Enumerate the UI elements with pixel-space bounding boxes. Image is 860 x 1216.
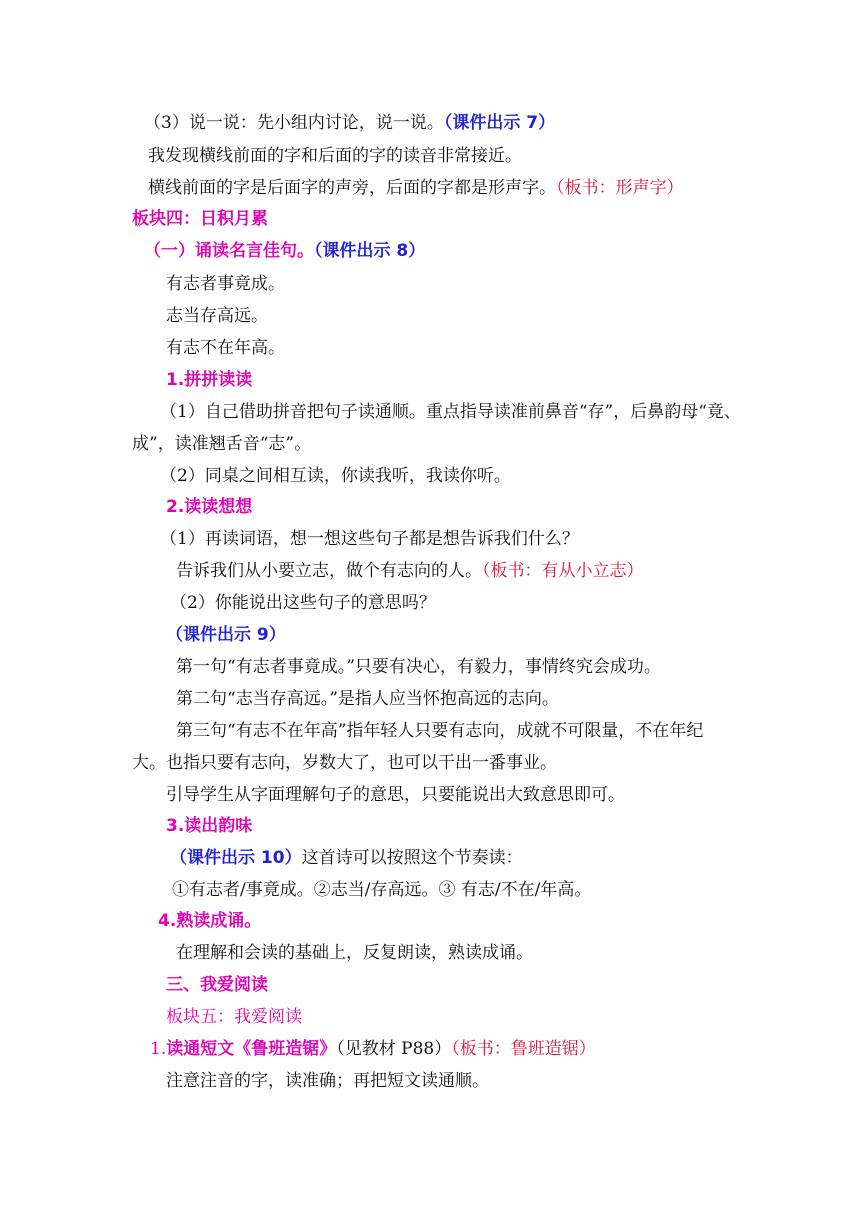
paragraph: 成”，读准翘舌音“志”。 bbox=[132, 434, 312, 454]
courseware-tag: （课件出示 9） bbox=[166, 625, 286, 645]
paragraph: 大。也指只要有志向，岁数大了，也可以干出一番事业。 bbox=[132, 753, 557, 773]
paragraph: 第三句“有志不在年高”指年轻人只要有志向，成就不可限量，不在年纪 bbox=[176, 721, 704, 741]
subsection-heading bbox=[144, 240, 425, 262]
paragraph: 引导学生从字面理解句子的意思，只要能说出大致意思即可。 bbox=[166, 785, 625, 805]
board-tag: （板书：鲁班造锯） bbox=[451, 1039, 596, 1059]
paragraph: （2）你能说出这些句子的意思吗？ bbox=[170, 593, 436, 613]
courseware-tag: （课件出示 8） bbox=[314, 241, 426, 261]
quote-line: 有志者事竟成。 bbox=[166, 274, 285, 294]
text: （3）说一说：先小组内讨论，说一说。 bbox=[144, 113, 444, 133]
item-number: 1. bbox=[150, 1039, 167, 1059]
courseware-tag: （课件出示 7） bbox=[443, 113, 556, 133]
paragraph: （1）自己借助拼音把句子读通顺。重点指导读准前鼻音“存”，后鼻韵母“竟、 bbox=[160, 402, 741, 422]
paragraph-reading bbox=[150, 1038, 596, 1060]
text: 这首诗可以按照这个节奏读： bbox=[301, 848, 523, 868]
section-heading: 板块五：我爱阅读 bbox=[166, 1007, 302, 1027]
paragraph: 在理解和会读的基础上，反复朗读，熟读成诵。 bbox=[176, 943, 533, 963]
quote-line: 志当存高远。 bbox=[166, 306, 268, 326]
paragraph: （1）再读词语，想一想这些句子都是想告诉我们什么？ bbox=[160, 529, 579, 549]
quote-line: 有志不在年高。 bbox=[166, 338, 285, 358]
reading-title: 读通短文《鲁班造锯》 bbox=[166, 1039, 337, 1059]
paragraph-board bbox=[148, 177, 684, 199]
step-heading: 1.拼拼读读 bbox=[166, 370, 253, 390]
paragraph: 注意注音的字，读准确；再把短文读通顺。 bbox=[166, 1071, 489, 1091]
rhythm-line: ①有志者/事竟成。②志当/存高远。③ 有志/不在/年高。 bbox=[172, 880, 592, 900]
board-tag: （板书：形声字） bbox=[556, 178, 684, 198]
paragraph: 我发现横线前面的字和后面的字的读音非常接近。 bbox=[148, 146, 522, 166]
text: （一）诵读名言佳句。 bbox=[144, 241, 314, 261]
text: 横线前面的字是后面字的声旁，后面的字都是形声字。 bbox=[148, 178, 556, 198]
step-heading: 2.读读想想 bbox=[166, 497, 253, 517]
paragraph: 第二句“志当存高远。”是指人应当怀抱高远的志向。 bbox=[176, 689, 559, 709]
step-heading: 3.读出韵味 bbox=[166, 816, 253, 836]
paragraph-board bbox=[176, 560, 644, 582]
paragraph-discuss bbox=[144, 112, 555, 134]
courseware-tag: （课件出示 10） bbox=[170, 848, 302, 868]
board-tag: （板书：有从小立志） bbox=[482, 561, 644, 581]
text: 告诉我们从小要立志，做个有志向的人。 bbox=[176, 561, 482, 581]
paragraph: 第一句“有志者事竟成。”只要有决心，有毅力，事情终究会成功。 bbox=[176, 657, 661, 677]
paragraph: （2）同桌之间相互读，你读我听，我读你听。 bbox=[160, 466, 511, 486]
section-heading: 板块四：日积月累 bbox=[132, 209, 268, 229]
paragraph-courseware bbox=[170, 847, 523, 869]
step-heading: 4.熟读成诵。 bbox=[158, 911, 262, 931]
section-heading: 三、我爱阅读 bbox=[166, 975, 268, 995]
text: （见教材 P88） bbox=[336, 1039, 452, 1059]
